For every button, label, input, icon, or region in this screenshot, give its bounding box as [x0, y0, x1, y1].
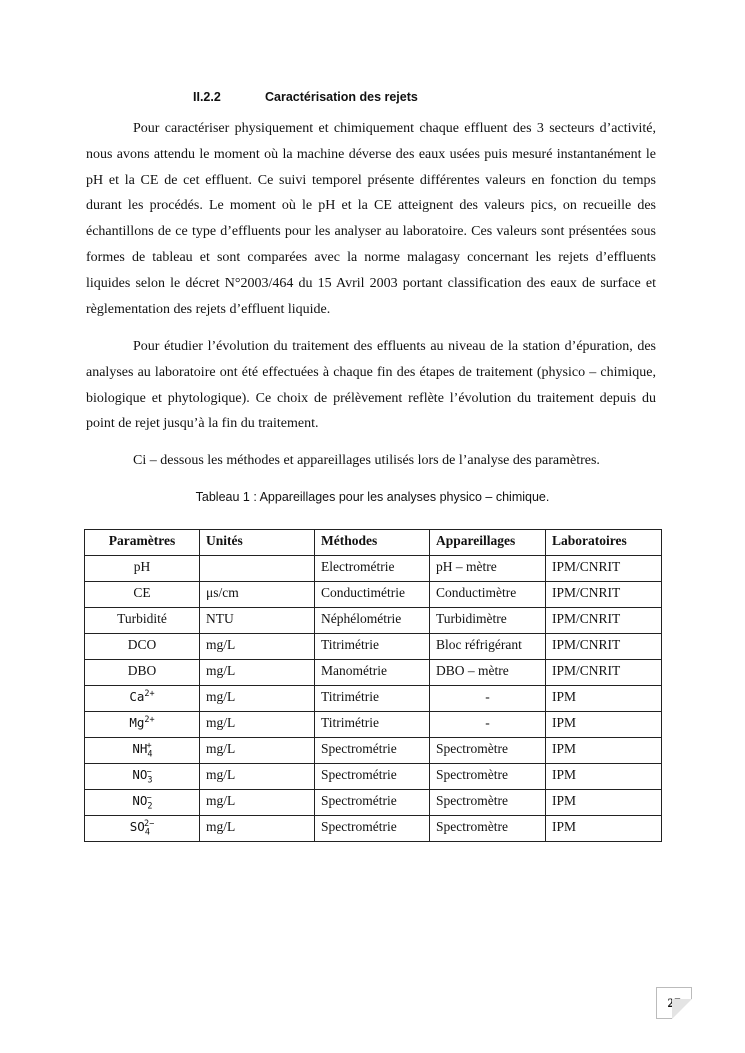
cell-parametre: DBO [85, 660, 200, 686]
cell-parametre: $NO_2^-$ [85, 790, 200, 816]
table-row [85, 608, 662, 634]
cell-unite: mg/L [200, 764, 315, 790]
cell-laboratoire: IPM [546, 738, 662, 764]
page-number: 27 [667, 995, 681, 1010]
cell-parametre: $SO_4^{2-}$ [85, 816, 200, 842]
table-caption: Tableau 1 : Appareillages pour les analyses physico – chimique. [195, 490, 550, 504]
cell-methode: Manométrie [315, 660, 430, 686]
cell-parametre: DCO [85, 634, 200, 660]
cell-parametre: $Mg^{2+}$ [85, 712, 200, 738]
cell-unite: mg/L [200, 738, 315, 764]
cell-laboratoire: IPM [546, 790, 662, 816]
cell-appareillage: pH – mètre [430, 556, 546, 582]
cell-methode: Electrométrie [315, 556, 430, 582]
header-parametres: Paramètres [85, 530, 200, 556]
cell-parametre: pH [85, 556, 200, 582]
cell-appareillage: - [430, 686, 546, 712]
page-number-box [656, 987, 692, 1019]
header-appareillages: Appareillages [430, 530, 546, 556]
table-row [85, 686, 662, 712]
header-methodes: Méthodes [315, 530, 430, 556]
page-curl-icon [672, 999, 692, 1019]
cell-methode: Spectrométrie [315, 816, 430, 842]
cell-laboratoire: IPM [546, 686, 662, 712]
cell-unite: mg/L [200, 816, 315, 842]
cell-methode: Spectrométrie [315, 764, 430, 790]
cell-parametre: $Ca^{2+}$ [85, 686, 200, 712]
cell-parametre: $NO_3^-$ [85, 764, 200, 790]
cell-unite [200, 556, 315, 582]
table-row [85, 712, 662, 738]
cell-methode: Spectrométrie [315, 790, 430, 816]
cell-appareillage: Conductimètre [430, 582, 546, 608]
header-unites: Unités [200, 530, 315, 556]
table-row [85, 790, 662, 816]
cell-methode: Néphélométrie [315, 608, 430, 634]
cell-parametre: $NH_4^+$ [85, 738, 200, 764]
paragraph-evolution-traitement: Pour étudier l’évolution du traitement des effluents au niveau de la station d’épuration, des analyses au laboratoire ont été effectuées à chaque fin des étapes de traitement (physico – chimique, biologique et phytologique). Ce choix de prélèvement reflète l’évolution du traitement depuis du point de rejet jusqu’à la fin du traitement. [86, 339, 656, 432]
cell-methode: Spectrométrie [315, 738, 430, 764]
cell-laboratoire: IPM/CNRIT [546, 556, 662, 582]
table-body [85, 556, 662, 842]
cell-laboratoire: IPM [546, 712, 662, 738]
cell-laboratoire: IPM [546, 816, 662, 842]
section-heading [0, 88, 745, 108]
table-header-row [85, 530, 662, 556]
table-row [85, 660, 662, 686]
section-number: II.2.2 [193, 90, 221, 104]
cell-appareillage: Spectromètre [430, 738, 546, 764]
cell-unite: μs/cm [200, 582, 315, 608]
table-row [85, 634, 662, 660]
table-row [85, 582, 662, 608]
cell-laboratoire: IPM/CNRIT [546, 660, 662, 686]
cell-unite: mg/L [200, 634, 315, 660]
cell-laboratoire: IPM/CNRIT [546, 582, 662, 608]
cell-methode: Titrimétrie [315, 712, 430, 738]
cell-unite: mg/L [200, 790, 315, 816]
cell-appareillage: Spectromètre [430, 790, 546, 816]
cell-appareillage: Spectromètre [430, 764, 546, 790]
paragraph-caracterisation: Pour caractériser physiquement et chimiquement chaque effluent des 3 secteurs d’activité, nous avons attendu le moment où la machine déverse des eaux usées puis mesuré instantanément le pH et la CE de cet effluent. Ce suivi temporel présente différentes valeurs en fonction du temps durant les procédés. Le moment où le pH et la CE atteignent des valeurs pics, on recueille des échantillons de ce type d’effluents pour les analyser au laboratoire. Ces valeurs sont présentées sous formes de tableau et sont comparées avec la norme malagasy concernant les rejets d’effluents liquides selon le décret N°2003/464 du 15 Avril 2003 portant classification des eaux de surface et règlementation des rejets d’effluent liquide. [86, 121, 656, 317]
cell-appareillage: Spectromètre [430, 816, 546, 842]
cell-parametre: CE [85, 582, 200, 608]
table-row [85, 556, 662, 582]
cell-unite: mg/L [200, 712, 315, 738]
appareillages-table [84, 529, 662, 842]
cell-laboratoire: IPM/CNRIT [546, 634, 662, 660]
cell-methode: Titrimétrie [315, 686, 430, 712]
cell-appareillage: Turbidimètre [430, 608, 546, 634]
cell-unite: mg/L [200, 660, 315, 686]
cell-methode: Conductimétrie [315, 582, 430, 608]
table-row [85, 764, 662, 790]
section-title: Caractérisation des rejets [265, 90, 418, 104]
table-row [85, 738, 662, 764]
cell-methode: Titrimétrie [315, 634, 430, 660]
cell-laboratoire: IPM [546, 764, 662, 790]
cell-appareillage: - [430, 712, 546, 738]
table-row [85, 816, 662, 842]
header-laboratoires: Laboratoires [546, 530, 662, 556]
cell-unite: NTU [200, 608, 315, 634]
cell-laboratoire: IPM/CNRIT [546, 608, 662, 634]
cell-appareillage: DBO – mètre [430, 660, 546, 686]
cell-unite: mg/L [200, 686, 315, 712]
cell-appareillage: Bloc réfrigérant [430, 634, 546, 660]
cell-parametre: Turbidité [85, 608, 200, 634]
paragraph-methodes-intro: Ci – dessous les méthodes et appareillages utilisés lors de l’analyse des paramètres. [133, 453, 600, 468]
